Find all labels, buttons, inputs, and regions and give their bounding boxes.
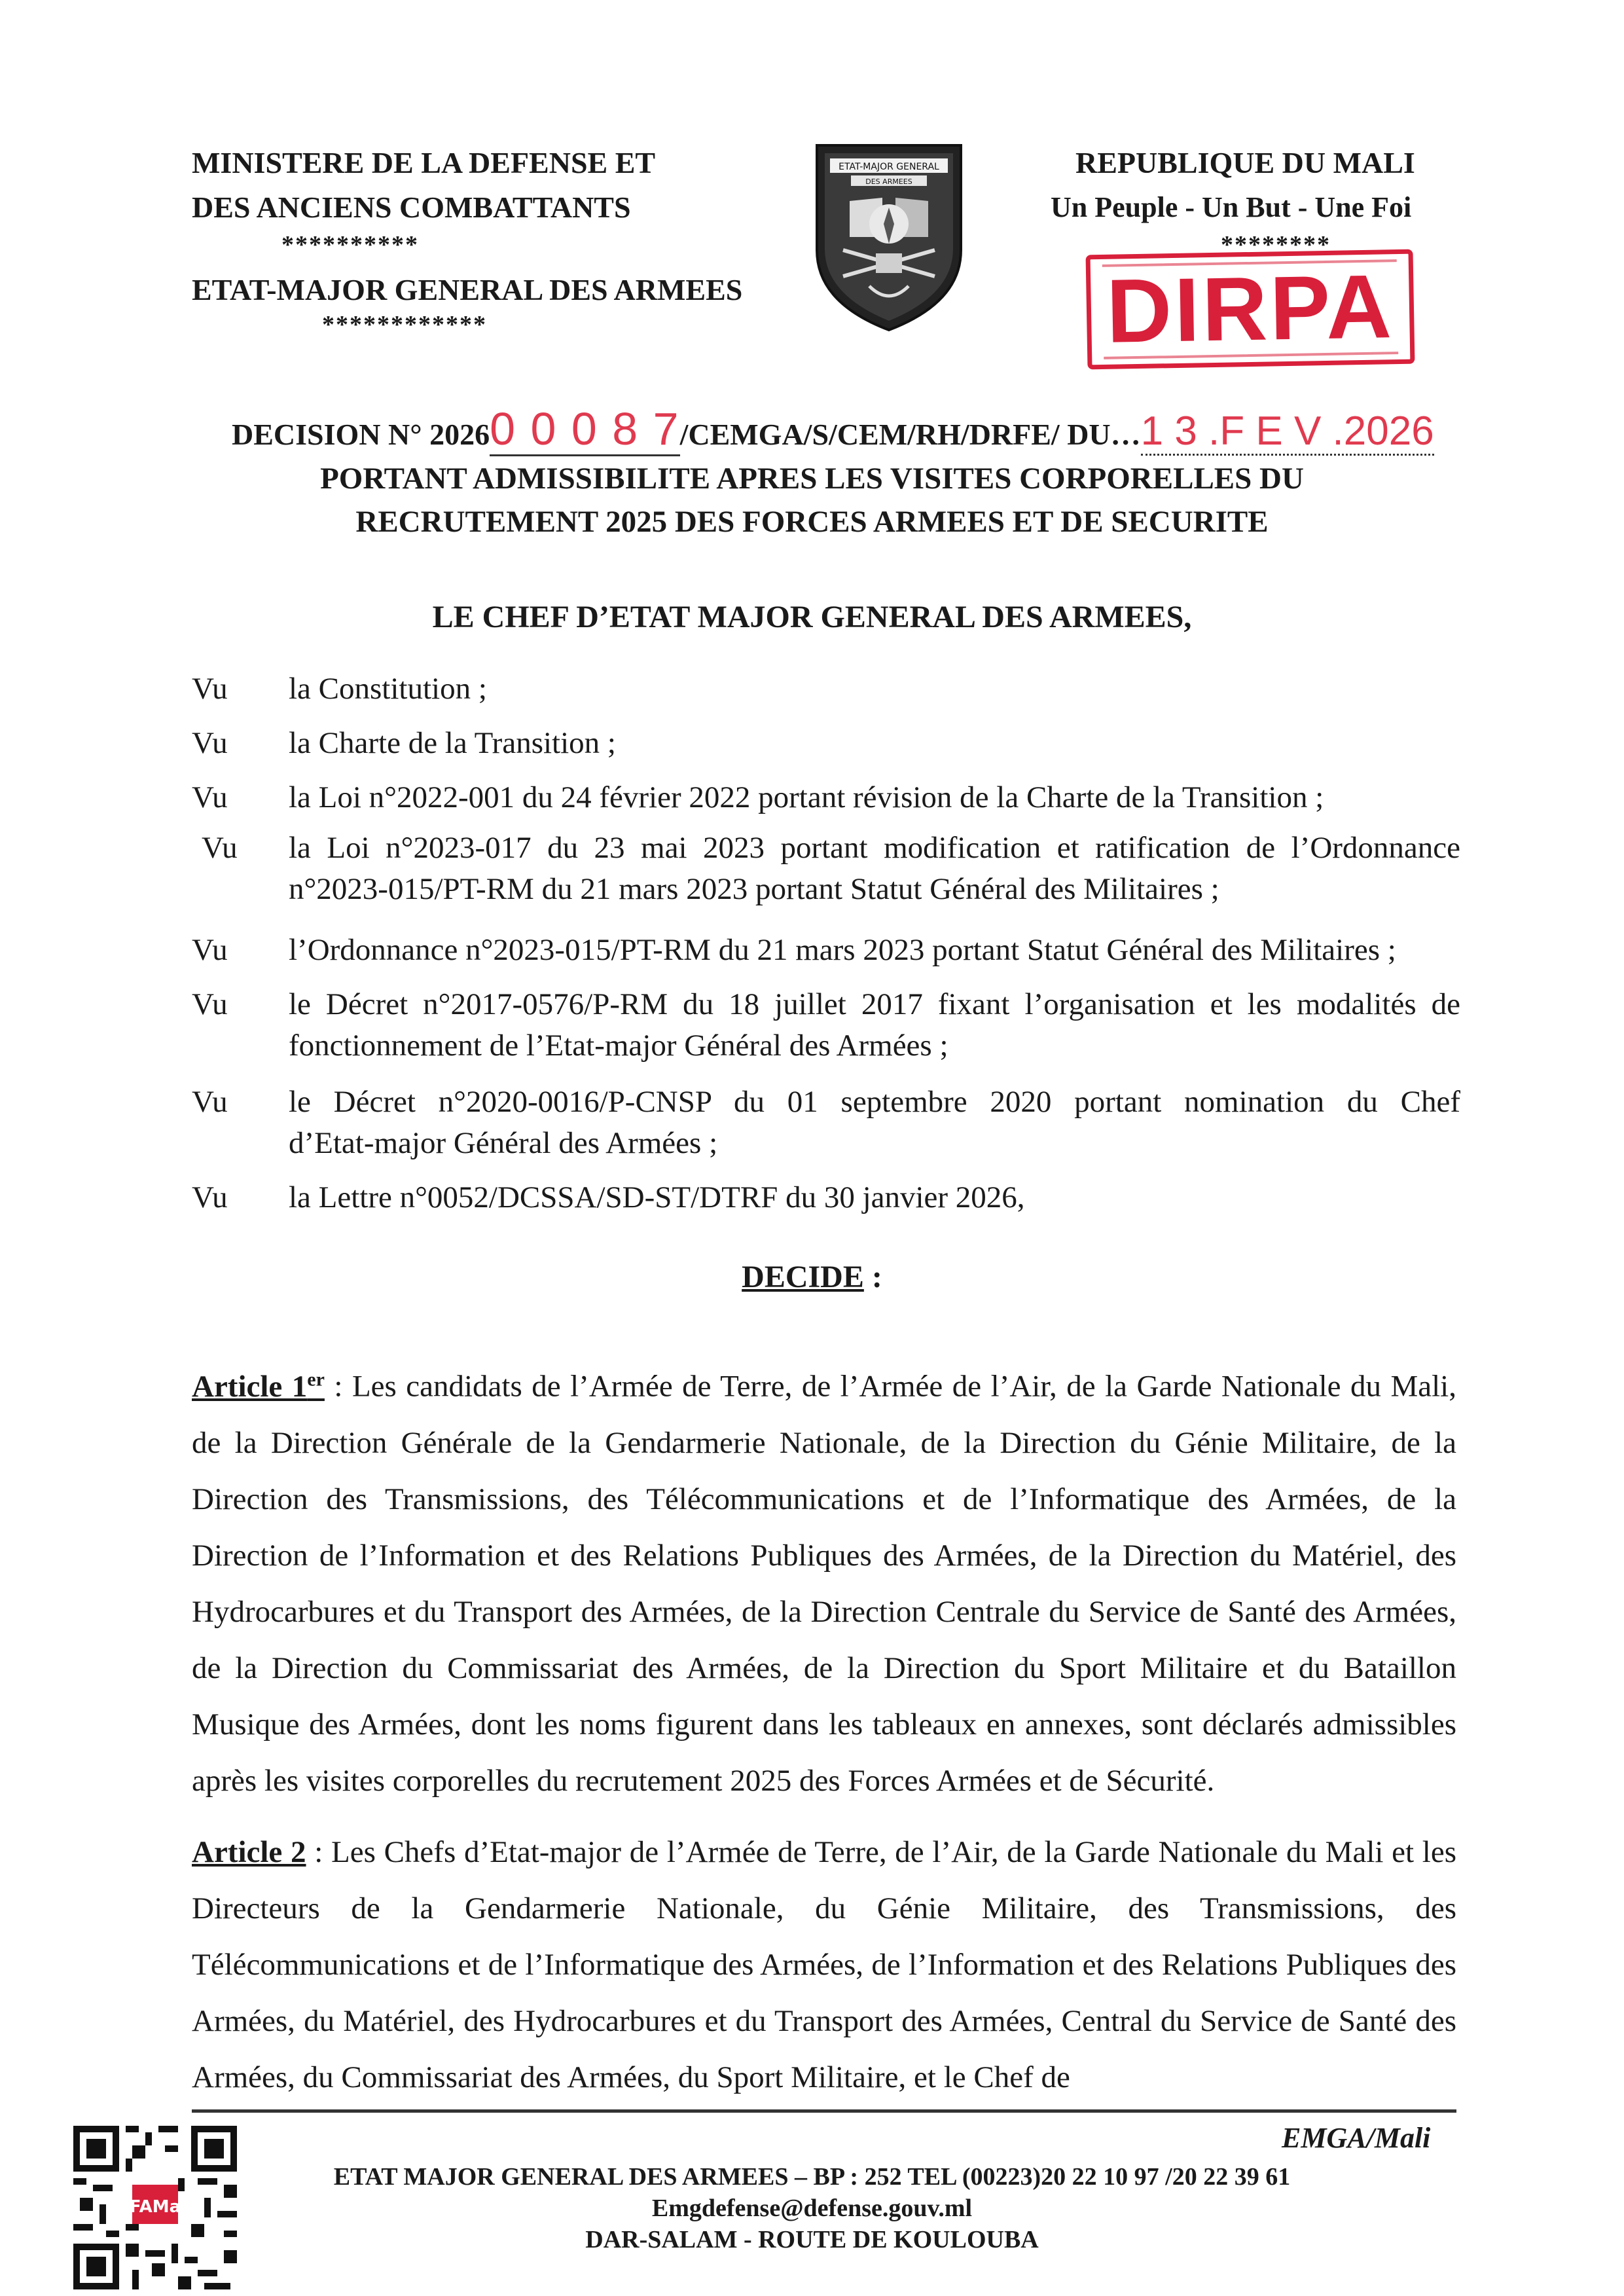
decide-heading: [0, 1257, 1624, 1298]
vu-label: Vu: [202, 831, 238, 865]
footer-email: Emgdefense@defense.gouv.ml: [651, 2195, 973, 2222]
decision-dots: …: [1110, 418, 1141, 451]
decision-line: [232, 405, 1434, 459]
visa-item: [0, 1177, 1624, 1218]
decide-word: DECIDE: [742, 1260, 864, 1294]
visa-text: le Décret n°2017-0576/P-RM du 18 juillet 2017 fixant l’organisation et les modalités de: [289, 987, 1460, 1021]
emblem-text-sub: DES ARMEES: [865, 177, 912, 186]
etat-major-title: ETAT-MAJOR GENERAL DES ARMEES: [192, 273, 743, 306]
visa-item: [0, 723, 1624, 763]
vu-label: Vu: [192, 1180, 228, 1214]
republic-motto: Un Peuple - Un But - Une Foi: [1051, 191, 1412, 223]
decision-prefix: DECISION N° 2026: [232, 418, 490, 451]
visa-text: la Lettre n°0052/DCSSA/SD-ST/DTRF du 30 janvier 2026,: [289, 1180, 1025, 1214]
header-right-stars: ********: [1221, 231, 1331, 259]
footer-divider: [192, 2109, 1456, 2113]
visa-item: [0, 668, 1624, 709]
republic-title: REPUBLIQUE DU MALI: [1075, 146, 1415, 179]
emblem-text-top: ETAT-MAJOR GENERAL: [839, 162, 939, 172]
footer-location: DAR-SALAM - ROUTE DE KOULOUBA: [585, 2226, 1039, 2253]
vu-label: Vu: [192, 726, 228, 760]
decide-colon: :: [863, 1260, 882, 1294]
subject-line2: RECRUTEMENT 2025 DES FORCES ARMEES ET DE SECURITE: [355, 505, 1269, 539]
visa-text-cont: d’Etat-major Général des Armées ;: [289, 1126, 718, 1160]
header-left-stars-2: ************: [322, 311, 487, 338]
visa-item: [0, 777, 1624, 818]
footer-emga-tag: EMGA/Mali: [1282, 2122, 1431, 2154]
article-2: [192, 1824, 1456, 2105]
visa-text: le Décret n°2020-0016/P-CNSP du 01 septembre 2020 portant nomination du Chef: [289, 1085, 1460, 1119]
vu-label: Vu: [192, 672, 228, 706]
subject-line1: PORTANT ADMISSIBILITE APRES LES VISITES CORPORELLES DU: [320, 462, 1304, 496]
qr-badge-text: FAMa: [129, 2197, 181, 2217]
authority-title: LE CHEF D’ETAT MAJOR GENERAL DES ARMEES,: [432, 600, 1192, 634]
visa-text: la Charte de la Transition ;: [289, 726, 616, 760]
vu-label: Vu: [192, 1085, 228, 1119]
decision-number: 0 0 0 8 7: [490, 403, 679, 456]
vu-label: Vu: [192, 933, 228, 967]
visa-text-cont: n°2023-015/PT-RM du 21 mars 2023 portant Statut Général des Militaires ;: [289, 872, 1219, 906]
visa-text-cont: fonctionnement de l’Etat-major Général des Armées ;: [289, 1029, 948, 1063]
visa-item: [0, 1082, 1624, 1167]
emga-emblem: [810, 139, 967, 335]
visa-text: la Loi n°2023-017 du 23 mai 2023 portant modification et ratification de l’Ordonnance: [289, 831, 1460, 865]
ministry-title-line1: MINISTERE DE LA DEFENSE ET: [192, 146, 656, 179]
article-1-text: : Les candidats de l’Armée de Terre, de l’Armée de l’Air, de la Garde Nationale du Mali, de la Direction Générale de la Gendarmerie Nationale, de la Direction du Génie Militaire, de la Direction des Transmissions, des Télécommunications et de l’Informatique des Armées, de la Direction de l’Information et des Relations Publiques des Armées, de la Direction du Matériel, des Hydrocarbures et du Transport des Armées, de la Direction Centrale du Service de Santé des Armées, de la Direction du Commissariat des Armées, de la Direction du Sport Militaire et du Bataillon Musique des Armées, dont les noms figurent dans les tableaux en annexes, sont déclarés admissibles après les visites corporelles du recrutement 2025 des Forces Armées et de Sécurité.: [192, 1369, 1456, 1798]
visa-text: la Constitution ;: [289, 672, 487, 706]
decision-date: 1 3 .F E V .2026: [1141, 409, 1434, 456]
article-2-label: Article 2: [192, 1835, 306, 1869]
vu-label: Vu: [192, 780, 228, 814]
visa-item: [0, 984, 1624, 1069]
ministry-title-line2: DES ANCIENS COMBATTANTS: [192, 191, 631, 224]
decision-ref: /CEMGA/S/CEM/RH/DRFE/ DU: [679, 418, 1111, 451]
dirpa-stamp: DIRPA: [1086, 249, 1415, 370]
article-1: [192, 1351, 1456, 1809]
article-1-label: [192, 1370, 325, 1404]
article-1-label-text: Article 1: [192, 1369, 308, 1404]
visa-text: l’Ordonnance n°2023-015/PT-RM du 21 mars 2023 portant Statut Général des Militaires ;: [289, 933, 1396, 967]
visa-item: [0, 828, 1624, 913]
visa-item: [0, 930, 1624, 970]
visa-text: la Loi n°2022-001 du 24 février 2022 portant révision de la Charte de la Transition ;: [289, 780, 1324, 814]
vu-label: Vu: [192, 987, 228, 1021]
article-2-text: : Les Chefs d’Etat-major de l’Armée de Terre, de l’Air, de la Garde Nationale du Mali et les Directeurs de la Gendarmerie Nationale, du Génie Militaire, des Transmissions, des Télécommunications et de l’Informatique des Armées, de l’Information et des Relations Publiques des Armées, du Matériel, des Hydrocarbures et du Transport des Armées, Central du Service de Santé des Armées, du Commissariat des Armées, du Sport Militaire, et le Chef de: [192, 1835, 1457, 2094]
footer-address-line: ETAT MAJOR GENERAL DES ARMEES – BP : 252 TEL (00223)20 22 10 97 /20 22 39 61: [333, 2163, 1291, 2191]
article-1-label-sup: er: [307, 1368, 325, 1390]
header-left-stars-1: **********: [281, 231, 419, 259]
